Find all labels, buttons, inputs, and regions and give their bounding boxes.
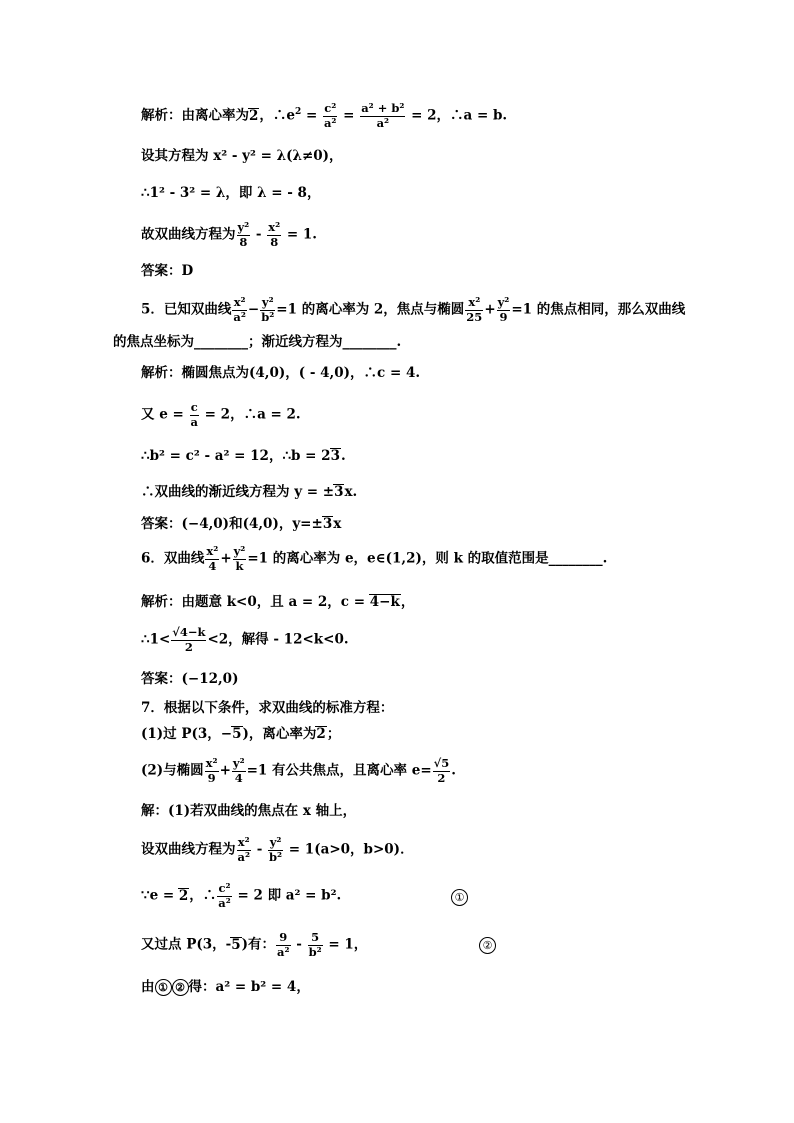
numerator: a² + b² — [361, 101, 405, 115]
text: =1 有公共焦点，且离心率 e= — [246, 762, 432, 779]
text: =1 的离心率为 2，焦点与椭圆 — [276, 301, 465, 318]
denominator: 4 — [208, 558, 217, 573]
denominator: a² — [277, 944, 290, 959]
text: + — [219, 762, 231, 779]
denominator: b² — [261, 309, 275, 324]
text: <2，解得 - 12<k<0. — [207, 631, 349, 648]
question-line: 的焦点坐标为________；渐近线方程为________. — [113, 334, 402, 350]
numerator: y² — [233, 544, 246, 558]
solution-line: ∴1² - 3² = λ，即 λ = - 8， — [141, 185, 321, 201]
denominator: a² — [233, 309, 246, 324]
denominator: b² — [269, 849, 283, 864]
sqrt-expr: 3 — [322, 516, 333, 532]
denominator: 9 — [499, 309, 508, 324]
text: ∴双曲线的渐近线方程为 y = ± — [141, 484, 335, 500]
fraction — [237, 222, 251, 248]
fraction — [205, 546, 219, 572]
numerator: 5 — [308, 932, 323, 946]
answer-line: 答案：D — [141, 263, 194, 279]
text: = 2 即 a² = b². — [232, 887, 342, 904]
denominator: b² — [308, 944, 322, 959]
question-line — [141, 726, 340, 742]
text: 得：a² = b² = 4， — [188, 979, 310, 995]
text: . — [451, 762, 456, 779]
text: x — [333, 516, 342, 532]
sqrt-expr: 2 — [316, 726, 326, 742]
text: 答案：(−4,0)和(4,0)，y=± — [141, 516, 323, 532]
text: 故双曲线方程为 — [141, 226, 236, 243]
numerator: √5 — [433, 756, 450, 770]
denominator: a² — [323, 115, 337, 130]
text: =1 的焦点相同，那么双曲线 — [511, 301, 686, 318]
text: = 1， — [323, 936, 368, 953]
fraction — [190, 402, 199, 428]
text: = 2，∴a = 2. — [199, 406, 301, 423]
numerator: x² — [237, 835, 250, 849]
text: ，∴e — [259, 107, 295, 124]
fraction — [323, 103, 338, 129]
text: (2)与椭圆 — [141, 762, 204, 779]
numerator: y² — [497, 295, 510, 309]
numerator: y² — [237, 220, 250, 234]
numerator: c — [190, 400, 198, 414]
fraction — [217, 883, 232, 909]
fraction — [232, 758, 246, 784]
text: )，离心率为 — [242, 726, 317, 742]
fraction — [267, 222, 281, 248]
denominator: 2 — [184, 639, 193, 654]
solution-line — [141, 979, 310, 996]
fraction — [237, 837, 252, 863]
exponent: 2 — [295, 107, 302, 117]
solution-line — [141, 103, 507, 129]
solution-line — [141, 222, 317, 248]
denominator: a² — [376, 115, 390, 130]
fraction — [276, 932, 291, 958]
fraction — [260, 297, 275, 323]
text: - — [291, 936, 307, 953]
solution-line — [141, 837, 414, 863]
text: ，∴ — [189, 887, 217, 904]
text: )有： — [241, 936, 276, 953]
numerator: c² — [218, 881, 231, 895]
text: 由 — [141, 979, 155, 995]
fraction — [465, 297, 483, 323]
solution-line: 解：(1)若双曲线的焦点在 x 轴上， — [141, 803, 357, 819]
solution-line — [141, 402, 301, 428]
fraction — [171, 627, 206, 653]
text: 解析：由离心率为 — [141, 107, 249, 124]
sqrt-expr: 4−k — [369, 594, 400, 610]
denominator: 8 — [270, 234, 279, 249]
text: . — [341, 448, 346, 464]
sqrt-expr: 5 — [231, 936, 241, 953]
text: = 2，∴a = b. — [406, 107, 508, 124]
numerator: x² — [465, 297, 483, 311]
denominator: a² — [237, 849, 250, 864]
text: 又过点 P(3，- — [141, 936, 232, 953]
denominator: 2 — [437, 770, 446, 785]
sqrt-expr: 2 — [249, 107, 259, 124]
solution-line — [141, 883, 341, 909]
text: x. — [344, 484, 358, 500]
fraction — [360, 103, 405, 129]
text: = — [338, 107, 360, 124]
solution-line: 解析：椭圆焦点为(4,0)，( - 4,0)，∴c = 4. — [141, 365, 421, 381]
answer-line — [141, 516, 341, 532]
numerator: y² — [269, 835, 282, 849]
text: - — [251, 226, 267, 243]
fraction — [308, 932, 323, 958]
question-line — [141, 546, 607, 572]
numerator: √4−k — [172, 625, 206, 639]
text: ， — [400, 594, 415, 610]
equation-ref-1: ① — [155, 979, 172, 996]
text: − — [247, 301, 260, 318]
fraction — [233, 546, 247, 572]
numerator: y² — [232, 756, 245, 770]
denominator: a² — [218, 895, 231, 910]
numerator: c² — [324, 101, 337, 115]
answer-line: 答案：(−12,0) — [141, 671, 239, 687]
numerator: x² — [205, 756, 218, 770]
numerator: 9 — [276, 932, 291, 946]
text: = 1. — [282, 226, 317, 243]
equation-marker-1: ① — [451, 889, 468, 906]
text: - — [252, 841, 268, 858]
denominator: a — [190, 414, 198, 429]
text: 又 e = — [141, 406, 189, 423]
denominator: 4 — [234, 770, 243, 785]
denominator: 25 — [466, 309, 483, 324]
text: = — [301, 107, 322, 124]
text: ； — [326, 726, 341, 742]
text: ∵e = — [141, 887, 179, 904]
fraction — [497, 297, 511, 323]
text: 6．双曲线 — [141, 550, 205, 567]
numerator: x² — [206, 544, 219, 558]
numerator: y² — [261, 295, 274, 309]
solution-line — [141, 484, 357, 500]
text: ∴1< — [141, 631, 171, 648]
sqrt-expr: 3 — [334, 484, 344, 500]
text: (1)过 P(3，− — [141, 726, 233, 742]
denominator: 9 — [207, 770, 216, 785]
text: ∴b² = c² - a² = 12，∴b = 2 — [141, 448, 331, 464]
sqrt-expr: 5 — [232, 726, 242, 742]
text: + — [484, 301, 496, 318]
fraction — [433, 758, 451, 784]
solution-line — [141, 932, 367, 958]
text: = 1(a>0，b>0)． — [284, 841, 414, 858]
text: 设双曲线方程为 — [141, 841, 236, 858]
equation-ref-2: ② — [172, 979, 189, 996]
sqrt-expr: 2 — [178, 887, 189, 904]
question-line: 7．根据以下条件，求双曲线的标准方程： — [141, 700, 394, 716]
denominator: 8 — [239, 234, 248, 249]
numerator: x² — [268, 220, 281, 234]
solution-line: 设其方程为 x² - y² = λ(λ≠0)， — [141, 148, 343, 164]
sqrt-expr: 3 — [330, 448, 340, 464]
question-line — [141, 297, 685, 323]
fraction — [205, 758, 219, 784]
fraction — [268, 837, 283, 863]
solution-line — [141, 448, 346, 464]
numerator: x² — [233, 295, 246, 309]
equation-marker-2: ② — [479, 937, 496, 954]
fraction — [232, 297, 247, 323]
text: 5．已知双曲线 — [141, 301, 232, 318]
solution-line — [141, 594, 414, 610]
text: 解析：由题意 k<0，且 a = 2，c = — [141, 594, 370, 610]
question-line — [141, 758, 456, 784]
solution-line — [141, 627, 349, 653]
text: =1 的离心率为 e，e∈(1,2)，则 k 的取值范围是________. — [247, 550, 608, 567]
text: + — [220, 550, 232, 567]
denominator: k — [235, 558, 244, 573]
